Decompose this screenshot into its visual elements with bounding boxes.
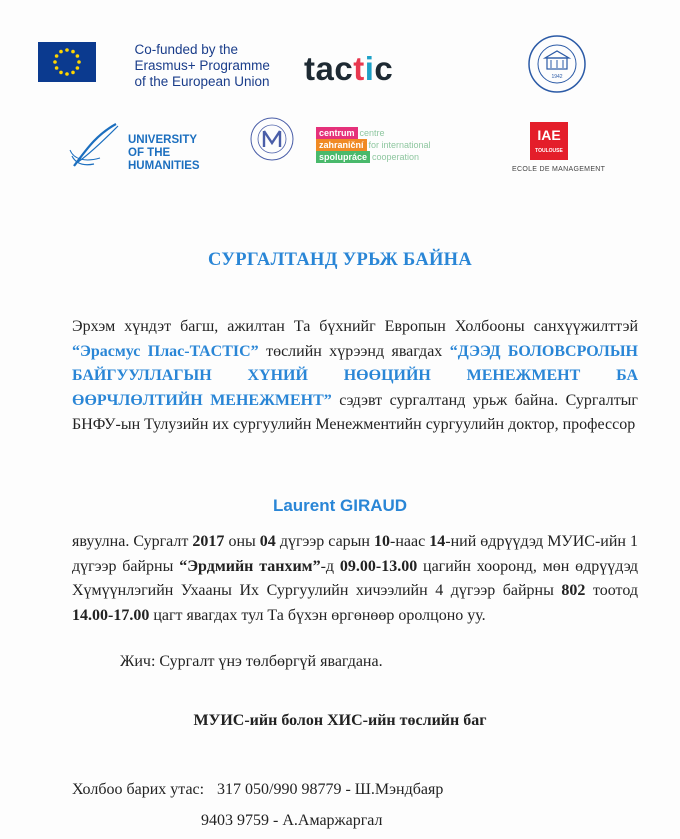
iae-logo-box: IAE TOULOUSE xyxy=(530,122,568,160)
masaryk-university-seal-icon xyxy=(250,117,294,161)
contact-block xyxy=(72,774,443,836)
iae-toulouse-logo xyxy=(512,122,606,173)
contact-label: Холбоо барих утас: xyxy=(72,781,205,798)
page-title: СУРГАЛТАНД УРЬЖ БАЙНА xyxy=(207,250,473,270)
contact-phone-1: 317 050/990 98779 - Ш.Мэндбаяр xyxy=(217,781,444,798)
university-of-humanities-logo xyxy=(66,120,200,175)
eu-logo-text: Co-funded by the Erasmus+ Programme of the European Union xyxy=(134,42,270,89)
eu-erasmus-logo xyxy=(38,42,270,90)
project-team: МУИС-ийн болон ХИС-ийн төслийн баг xyxy=(193,712,487,729)
training-topic: “ДЭЭД БОЛОВСРОЛЫН БАЙГУУЛЛАГЫН ХҮНИЙ НӨӨЦИЙН МЕНЕЖМЕНТ БА ӨӨРЧЛӨЛТИЙН МЕНЕЖМЕНТ” xyxy=(72,342,638,409)
contact-phone-2: 9403 9759 - А.Амаржаргал xyxy=(201,812,383,829)
humanities-logo-text: UNIVERSITY OF THE HUMANITIES xyxy=(128,134,200,172)
num-university-seal-icon xyxy=(527,34,587,94)
invitation-paragraph: Эрхэм хүндэт багш, ажилтан Та бүхнийг Европын Холбооны санхүүжилттэй “Эрасмус Плас-TACTIC” төслийн хүрээнд явагдах “ДЭЭД БОЛОВСРОЛЫН БАЙГУУЛЛАГЫН ХҮНИЙ НӨӨЦИЙН МЕНЕЖМЕНТ БА ӨӨРЧЛӨЛТИЙН МЕНЕЖМЕНТ” сэдэвт сургалтанд урьж байна. Сургалтыг БНФУ-ын Тулузийн их сургуулийн Менежментийн сургуулийн доктор, профессор xyxy=(72,318,638,434)
note-text: Жич: Сургалт үнэ төлбөргүй явагдана. xyxy=(120,653,383,670)
schedule-paragraph: явуулна. Сургалт 2017 оны 04 дүгээр сарын 10-наас 14-ний өдрүүдэд МУИС-ийн 1 дүгээр байрны “Эрдмийн танхим”-д 09.00-13.00 цагийн хооронд, мөн өдрүүдэд Хүмүүнлэгийн Ухааны Их Сургуулийн хичээлийн 4 дүгээр байрны 802 тоотод 14.00-17.00 цагт явагдах тул Та бүхэн өргөнөөр оролцоно уу. xyxy=(72,533,639,624)
project-name: “Эрасмус Плас-TACTIC” xyxy=(72,342,259,360)
lecturer-name: Laurent GIRAUD xyxy=(272,496,408,515)
eu-flag-icon xyxy=(38,42,96,82)
iae-subtitle: ECOLE DE MANAGEMENT xyxy=(512,166,606,173)
centrum-zahranicni-spoluprace-logo: centrum centre zahraniční for international spolupráce cooperation xyxy=(316,127,431,163)
seal-year: 1942 xyxy=(551,74,563,80)
humanities-feather-icon xyxy=(66,120,126,170)
tactic-logo: tactic xyxy=(304,50,394,87)
